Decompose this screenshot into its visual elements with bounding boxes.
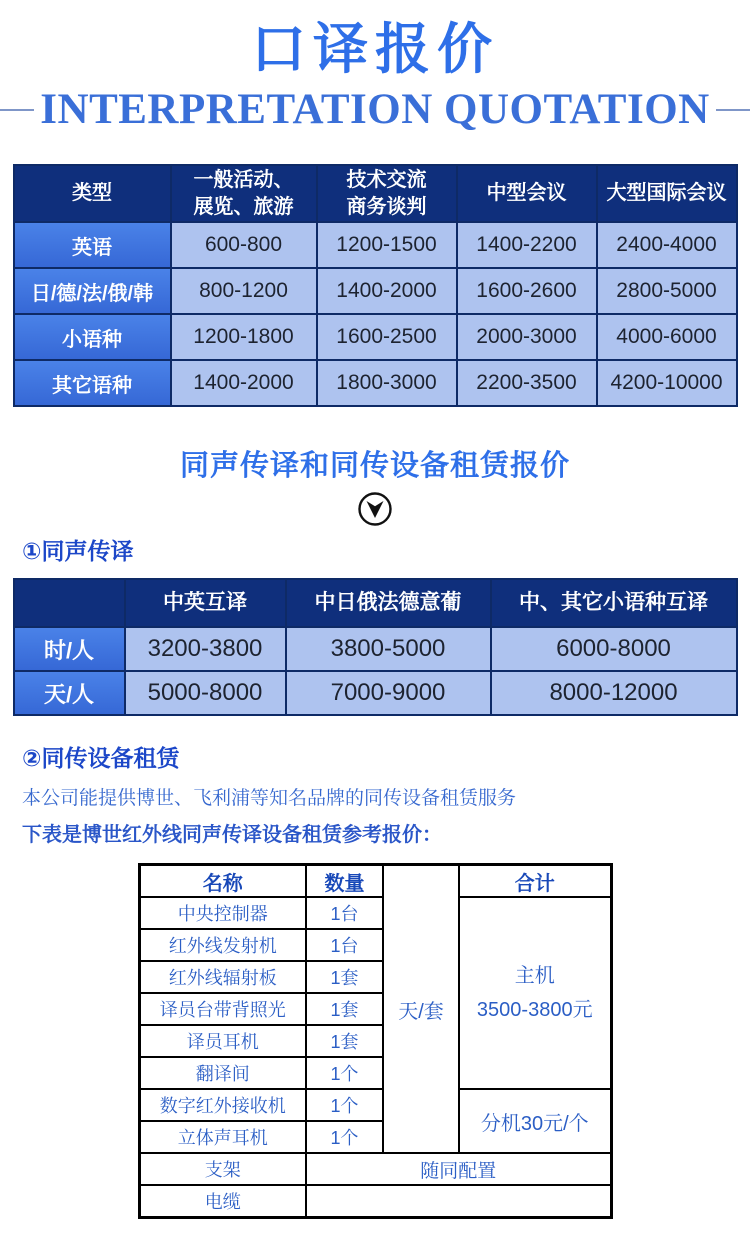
column-header: 技术交流 商务谈判 [317,165,457,222]
price-cell: 2000-3000 [457,314,597,360]
item-quantity: 1个 [306,1089,383,1121]
table-row [14,268,737,314]
price-cell: 4000-6000 [597,314,737,360]
item-name: 电缆 [139,1185,306,1218]
row-label: 小语种 [14,314,171,360]
item-quantity: 1台 [306,897,383,929]
column-header: 大型国际会议 [597,165,737,222]
host-total-cell [459,897,611,1089]
equipment-description: 本公司能提供博世、飞利浦等知名品牌的同传设备租赁服务 [22,788,517,810]
item-name: 数字红外接收机 [139,1089,306,1121]
price-cell: 1800-3000 [317,360,457,406]
table-row [139,1153,611,1185]
interpretation-price-table [13,164,738,407]
table-row [14,627,737,671]
price-cell: 1400-2000 [317,268,457,314]
price-cell: 1200-1800 [171,314,317,360]
column-header-total: 合计 [459,865,611,898]
table-row [14,360,737,406]
price-cell: 1600-2600 [457,268,597,314]
table-header-row [139,865,611,898]
item-name: 红外线发射机 [139,929,306,961]
item-name: 译员台带背照光 [139,993,306,1025]
row-label: 其它语种 [14,360,171,406]
table-header-row [14,579,737,627]
table-row [139,1185,611,1218]
column-header: 类型 [14,165,171,222]
section-title-equipment: ②同传设备租赁 [22,745,180,772]
item-note: 随同配置 [306,1153,611,1185]
item-name: 译员耳机 [139,1025,306,1057]
price-cell: 2800-5000 [597,268,737,314]
price-cell: 1400-2200 [457,222,597,268]
table-row [139,897,611,929]
price-cell: 2200-3500 [457,360,597,406]
row-label: 日/德/法/俄/韩 [14,268,171,314]
item-quantity: 1套 [306,961,383,993]
price-cell: 5000-8000 [125,671,286,715]
row-label: 时/人 [14,627,125,671]
item-quantity: 1套 [306,993,383,1025]
price-cell: 2400-4000 [597,222,737,268]
section-title-simultaneous: ①同声传译 [22,538,134,565]
column-header-name: 名称 [139,865,306,898]
price-cell: 1400-2000 [171,360,317,406]
table-row [14,222,737,268]
column-header-quantity: 数量 [306,865,383,898]
price-cell: 600-800 [171,222,317,268]
item-quantity: 1个 [306,1121,383,1153]
column-header: 中英互译 [125,579,286,627]
price-cell: 800-1200 [171,268,317,314]
simultaneous-heading: 同声传译和同传设备租赁报价 [179,450,570,483]
item-name: 翻译间 [139,1057,306,1089]
page-subtitle: INTERPRETATION QUOTATION [40,86,710,134]
table-row [14,314,737,360]
column-header: 一般活动、 展览、旅游 [171,165,317,222]
table-row [14,671,737,715]
price-cell: 1200-1500 [317,222,457,268]
item-quantity: 1台 [306,929,383,961]
price-cell: 1600-2500 [317,314,457,360]
row-label: 天/人 [14,671,125,715]
item-quantity: 1个 [306,1057,383,1089]
subtitle-row [0,85,750,134]
down-arrow-icon [0,491,750,527]
unit-cell: 天/套 [383,865,459,1154]
table-header-row [14,165,737,222]
column-header: 中日俄法德意葡 [286,579,491,627]
subtitle-rule-right [716,109,750,111]
item-name: 立体声耳机 [139,1121,306,1153]
subtitle-rule-left [0,109,34,111]
item-quantity: 1套 [306,1025,383,1057]
host-total-price: 3500-3800元 [476,999,593,1022]
column-header [14,579,125,627]
price-cell: 3200-3800 [125,627,286,671]
column-header: 中型会议 [457,165,597,222]
price-cell: 8000-12000 [491,671,737,715]
price-cell: 7000-9000 [286,671,491,715]
equipment-table-intro: 下表是博世红外线同声传译设备租赁参考报价： [22,824,442,847]
item-name: 支架 [139,1153,306,1185]
simultaneous-price-table [13,578,738,716]
row-label: 英语 [14,222,171,268]
price-cell: 6000-8000 [491,627,737,671]
receiver-total-cell: 分机30元/个 [459,1089,611,1153]
price-cell: 4200-10000 [597,360,737,406]
equipment-rental-table [138,863,613,1219]
host-total-label: 主机 [514,965,555,988]
item-name: 中央控制器 [139,897,306,929]
price-cell: 3800-5000 [286,627,491,671]
item-note [306,1185,611,1218]
table-row [139,1089,611,1121]
page-title: 口译报价 [250,18,499,80]
column-header: 中、其它小语种互译 [491,579,737,627]
item-name: 红外线辐射板 [139,961,306,993]
